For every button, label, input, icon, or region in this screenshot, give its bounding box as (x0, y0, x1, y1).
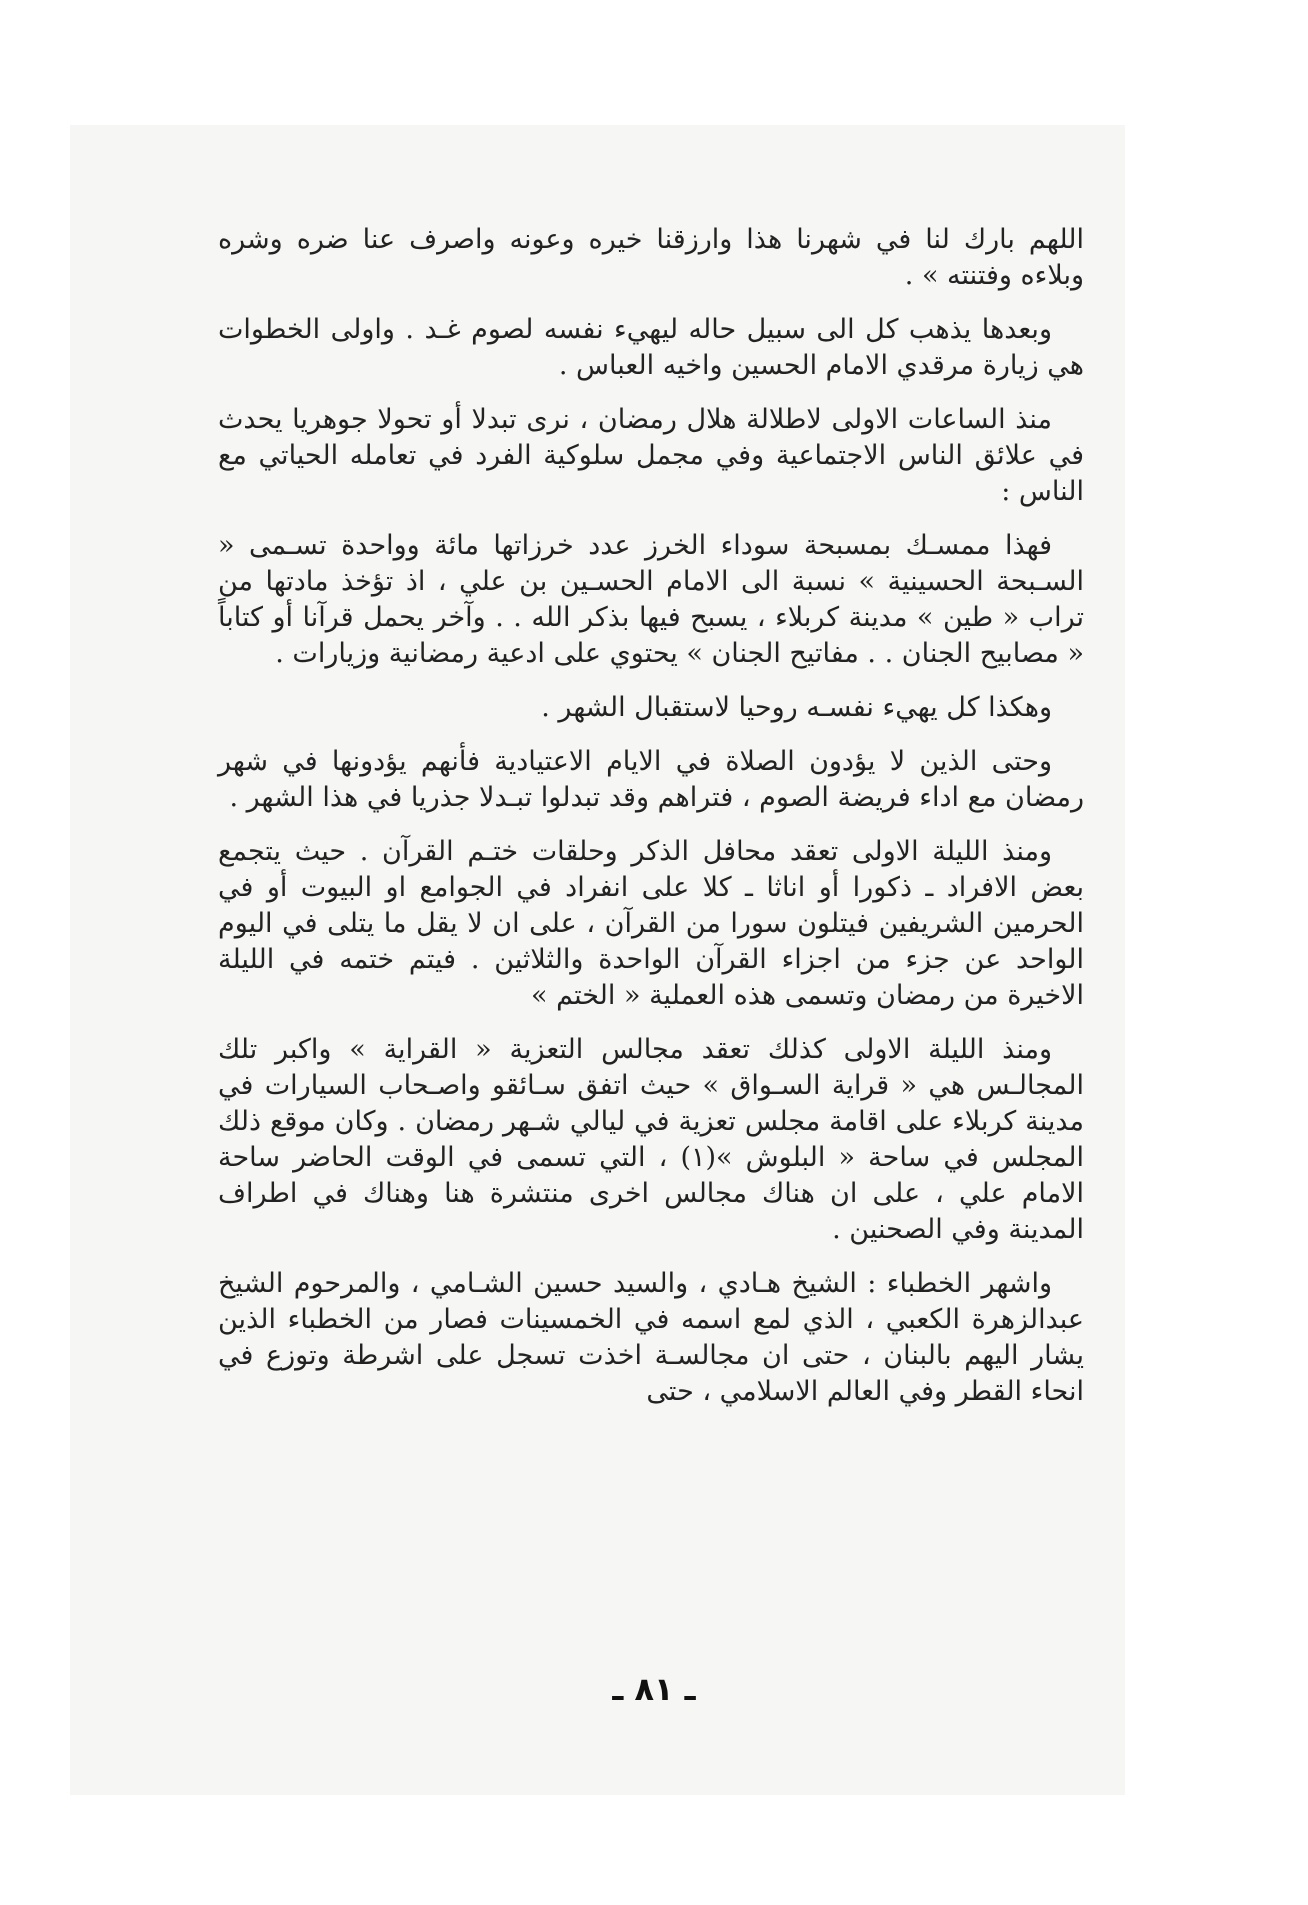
paragraph-7: ومنذ الليلة الاولى تعقد محافل الذكر وحلقات ختـم القرآن . حيث يتجمع بعض الافراد ـ ذكورا أو اناثا ـ كلا على انفراد في الجوامع او البيوت أو في الحرمين الشريفين فيتلون سورا من القرآن ، على ان لا يقل ما يتلى في اليوم الواحد عن جزء من اجزاء القرآن الواحدة والثلاثين . فيتم ختمه في الليلة الاخيرة من رمضان وتسمى هذه العملية « الختم » (218, 836, 1084, 1011)
paragraph-3: منذ الساعات الاولى لاطلالة هلال رمضان ، نرى تبدلا أو تحولا جوهريا يحدث في علائق الناس الاجتماعية وفي مجمل سلوكية الفرد في تعامله الحياتي مع الناس : (218, 404, 1084, 507)
paragraph-9: واشهر الخطباء : الشيخ هـادي ، والسيد حسين الشـامي ، والمرحوم الشيخ عبدالزهرة الكعبي ، الذي لمع اسمه في الخمسينات فصار من الخطباء الذين يشار اليهم بالبنان ، حتى ان مجالسـة اخذت تسجل على اشرطة وتوزع في انحاء القطر وفي العالم الاسلامي ، حتى (218, 1268, 1084, 1407)
paragraph-1: اللهم بارك لنا في شهرنا هذا وارزقنا خيره وعونه واصرف عنا ضره وشره وبلاءه وفتنته » . (218, 224, 1084, 291)
paragraph-5: وهكذا كل يهيء نفسـه روحيا لاستقبال الشهر . (541, 692, 1052, 723)
paragraph-8: ومنذ الليلة الاولى كذلك تعقد مجالس التعزية « القراية » واكبر تلك المجالـس هي « قراية السـواق » حيث اتفق سـائقو واصـحاب السيارات في مدينة كربلاء على اقامة مجلس تعزية في ليالي شـهر رمضان . وكان موقع ذلك المجلس في ساحة « البلوش »(١) ، التي تسمى في الوقت الحاضر ساحة الامام علي ، على ان هناك مجالس اخرى منتشرة هنا وهناك في اطراف المدينة وفي الصحنين . (218, 1034, 1084, 1245)
paragraph-4: فهذا ممسـك بمسبحة سوداء الخرز عدد خرزاتها مائة وواحدة تسـمى « السـبحة الحسينية » نسبة الى الامام الحسـين بن علي ، اذ تؤخذ مادتها من تراب « طين » مدينة كربلاء ، يسبح فيها بذكر الله . . وآخر يحمل قرآنا أو كتاباً « مصابيح الجنان . . مفاتيح الجنان » يحتوي على ادعية رمضانية وزيارات . (218, 530, 1084, 669)
body-text (218, 222, 1084, 1428)
paragraph-2: وبعدها يذهب كل الى سبيل حاله ليهيء نفسه لصوم غـد . واولى الخطوات هي زيارة مرقدي الامام الحسين واخيه العباس . (218, 314, 1084, 381)
paragraph-6: وحتى الذين لا يؤدون الصلاة في الايام الاعتيادية فأنهم يؤدونها في شهر رمضان مع اداء فريضة الصوم ، فتراهم وقد تبدلوا تبـدلا جذريا في هذا الشهر . (218, 746, 1084, 813)
page-number: ـ ٨١ ـ (612, 1670, 696, 1708)
